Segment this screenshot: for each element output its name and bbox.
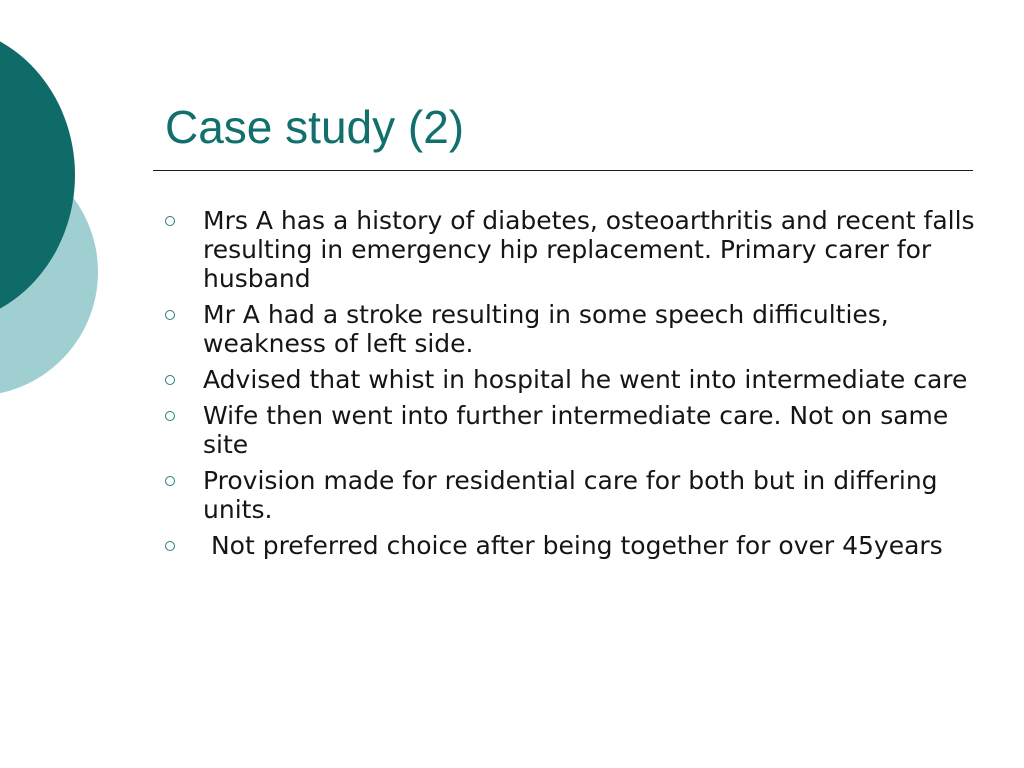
bullet-text: Provision made for residential care for both but in differing units. xyxy=(203,466,946,524)
hollow-circle-icon xyxy=(165,476,175,486)
bullet-text: Wife then went into further intermediate care. Not on same site xyxy=(203,401,957,459)
bullet-item xyxy=(165,365,975,394)
slide-title: Case study (2) xyxy=(165,101,465,153)
hollow-circle-icon xyxy=(165,216,175,226)
bullet-text: Mrs A has a history of diabetes, osteoarthritis and recent falls resulting in emergency hip replacement. Primary carer for husband xyxy=(203,206,983,293)
hollow-circle-icon xyxy=(165,375,175,385)
hollow-circle-icon xyxy=(165,541,175,551)
bullet-item xyxy=(165,466,975,524)
hollow-circle-icon xyxy=(165,411,175,421)
title-divider xyxy=(153,170,973,171)
hollow-circle-icon xyxy=(165,310,175,320)
bullet-item xyxy=(165,206,983,293)
bullet-item xyxy=(165,401,975,459)
bullet-list xyxy=(165,206,983,567)
bullet-text: Mr A had a stroke resulting in some speech difficulties, weakness of left side. xyxy=(203,300,897,358)
bullet-item xyxy=(165,531,975,560)
bullet-text: Advised that whist in hospital he went into intermediate care xyxy=(203,365,968,394)
bullet-text: Not preferred choice after being together for over 45years xyxy=(203,531,943,560)
bullet-item xyxy=(165,300,975,358)
